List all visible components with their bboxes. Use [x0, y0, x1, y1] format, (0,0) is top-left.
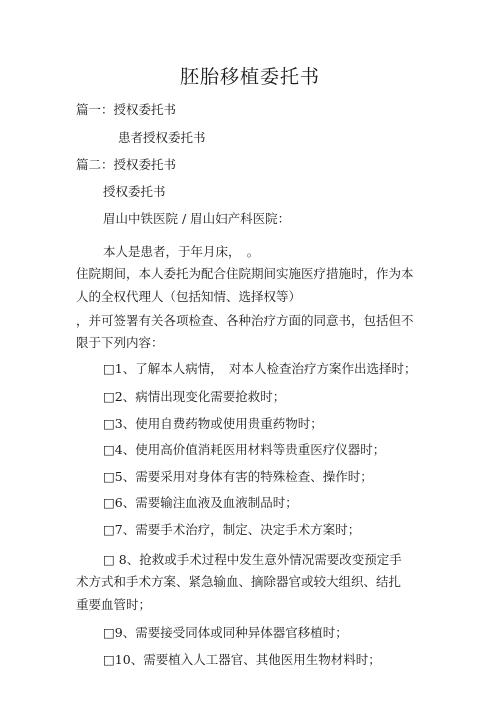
body-paragraph-line: ，并可签署有关各项检查、各种治疗方面的同意书，包括但不 — [76, 313, 414, 328]
checklist-item: □ 8、抢救或手术过程中发生意外情况需要改变预定手 — [103, 552, 402, 567]
checklist-item: □7、需要手术治疗，制定、决定手术方案时； — [103, 522, 361, 537]
checklist-item: □3、使用自费药物或使用贵重药物时； — [103, 416, 323, 431]
checklist-item: □4、使用高价值消耗医用材料等贵重医疗仪器时； — [103, 442, 386, 457]
body-paragraph-line: 限于下列内容： — [76, 335, 164, 350]
addressee-line: 眉山中铁医院 / 眉山妇产科医院： — [103, 211, 291, 226]
checklist-item: □10、需要植入人工器官、其他医用生物材料时； — [103, 652, 381, 667]
section-heading-2: 篇二：授权委托书 — [76, 157, 177, 172]
checklist-item-continuation: 重要血管时； — [76, 597, 152, 612]
checklist-item: □6、需要输注血液及血液制品时； — [103, 495, 298, 510]
subheading-authorization: 授权委托书 — [103, 184, 166, 199]
subheading-patient-authorization: 患者授权委托书 — [118, 130, 206, 145]
document-title: 胚胎移植委托书 — [179, 66, 320, 88]
body-paragraph-line: 人的全权代理人（包括知情、选择权等） — [76, 289, 302, 304]
section-heading-1: 篇一：授权委托书 — [76, 102, 177, 117]
body-paragraph-line: 本人是患者，于年月床， 。 — [103, 244, 260, 259]
checklist-item: □9、需要接受同体或同种异体器官移植时； — [103, 625, 348, 640]
checklist-item: □1、了解本人病情， 对本人检查治疗方案作出选择时； — [103, 361, 417, 376]
checklist-item-continuation: 术方式和手术方案、紧急输血、摘除器官或较大组织、结扎 — [76, 574, 402, 589]
checklist-item: □5、需要采用对身体有害的特殊检查、操作时； — [103, 469, 373, 484]
body-paragraph-line: 住院期间，本人委托为配合住院期间实施医疗措施时，作为本 — [76, 266, 414, 281]
checklist-item: □2、病情出现变化需要抢救时； — [103, 389, 286, 404]
